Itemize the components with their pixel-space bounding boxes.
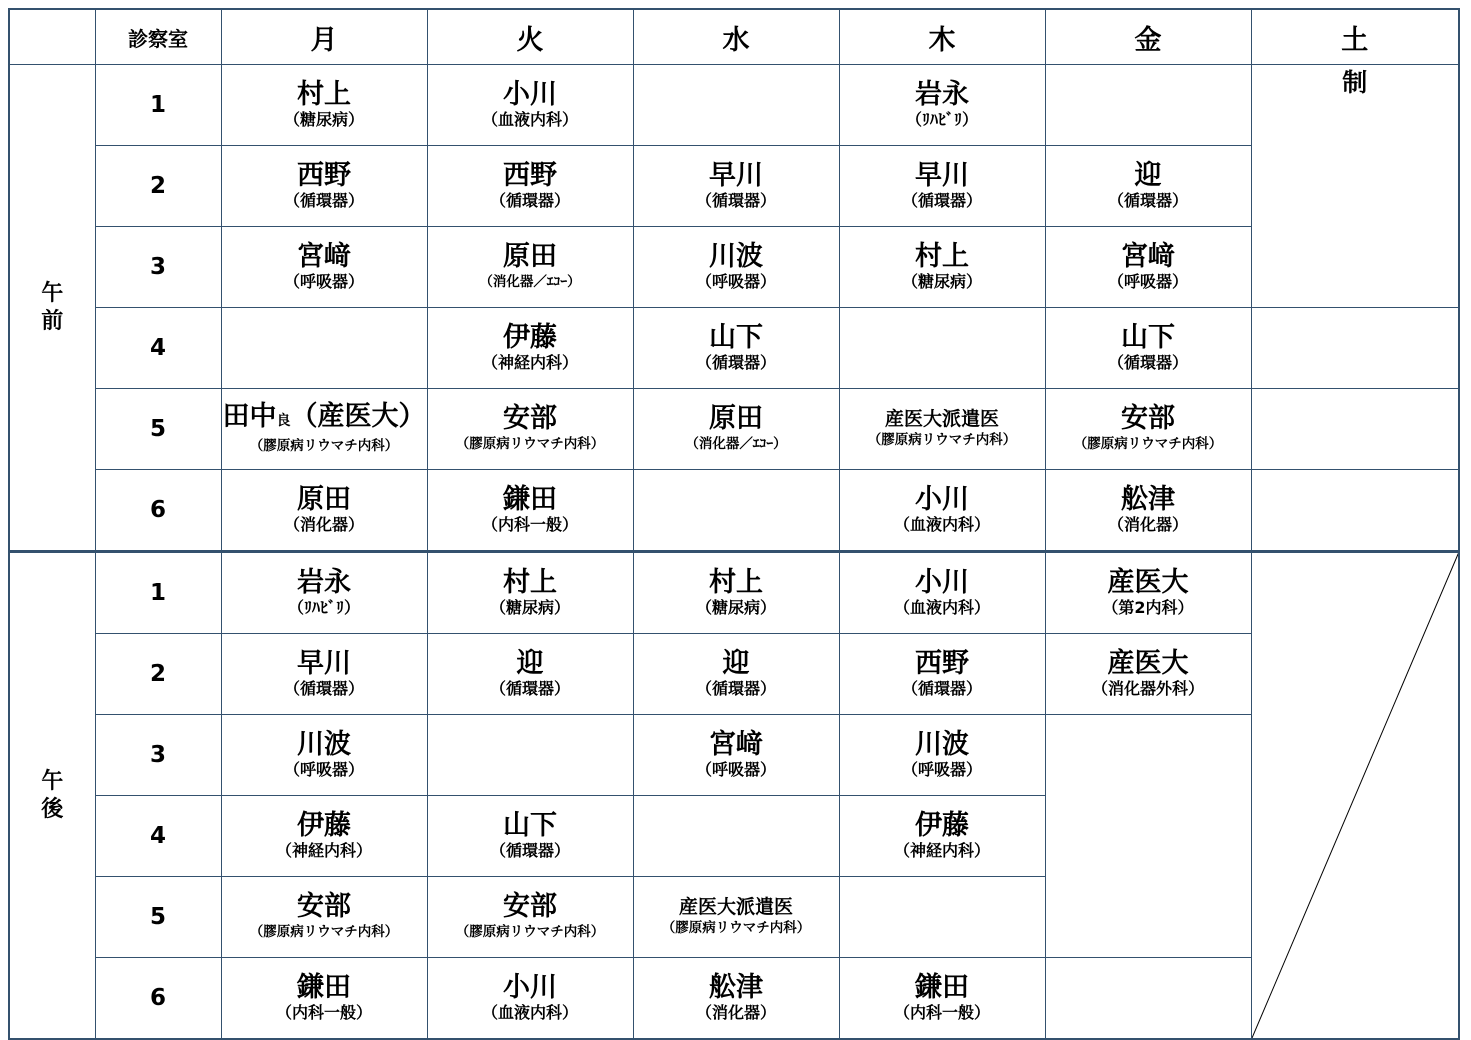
schedule-cell xyxy=(221,715,427,796)
doctor-name-text: 迎 xyxy=(1134,160,1162,191)
doctor-specialty: （糖尿病） xyxy=(283,110,364,129)
doctor-name xyxy=(840,161,1045,191)
schedule-cell xyxy=(221,958,427,1040)
schedule-cell xyxy=(633,308,839,389)
room-number: 2 xyxy=(95,634,221,715)
header-row xyxy=(9,9,1459,65)
schedule-cell xyxy=(633,227,839,308)
room-number: 6 xyxy=(95,470,221,552)
doctor-specialty: （消化器） xyxy=(695,1003,776,1022)
doctor-name-text: 川波 xyxy=(709,241,763,272)
doctor-name-text: 田中 xyxy=(222,401,277,432)
doctor-name-text: 安部 xyxy=(503,891,557,922)
schedule-cell xyxy=(427,877,633,958)
doctor-name-text: 安部 xyxy=(503,403,557,434)
day-header-sat: 土 xyxy=(1251,9,1459,65)
schedule-cell xyxy=(839,227,1045,308)
doctor-specialty: （糖尿病） xyxy=(489,598,570,617)
doctor-name-text: 早川 xyxy=(297,648,351,679)
schedule-cell xyxy=(221,65,427,146)
saturday-rotation-cell xyxy=(1251,65,1459,308)
doctor-name-text: 小川 xyxy=(503,79,557,110)
schedule-cell xyxy=(633,65,839,146)
period-char: 午 xyxy=(41,768,64,794)
period-char: 午 xyxy=(41,280,64,306)
room-number: 4 xyxy=(95,308,221,389)
doctor-specialty: （神経内科） xyxy=(893,841,990,860)
day-header-fri: 金 xyxy=(1045,9,1251,65)
doctor-name xyxy=(222,161,427,191)
table-row xyxy=(9,65,1459,146)
schedule-cell xyxy=(1045,470,1251,552)
schedule-cell xyxy=(633,715,839,796)
doctor-name-text: 西野 xyxy=(297,160,351,191)
schedule-cell xyxy=(427,146,633,227)
doctor-name xyxy=(222,568,427,598)
doctor-name xyxy=(634,730,839,760)
period-char: 後 xyxy=(41,796,64,822)
schedule-cell xyxy=(427,634,633,715)
doctor-name-text: 小川 xyxy=(915,567,969,598)
schedule-cell xyxy=(221,470,427,552)
schedule-cell xyxy=(839,552,1045,634)
schedule-cell xyxy=(221,877,427,958)
schedule-cell xyxy=(839,470,1045,552)
doctor-name xyxy=(222,811,427,841)
doctor-name xyxy=(428,811,633,841)
doctor-name-suffix: 良 xyxy=(276,413,291,429)
doctor-name xyxy=(840,649,1045,679)
doctor-specialty: （消化器） xyxy=(283,515,364,534)
schedule-cell xyxy=(221,146,427,227)
doctor-name-text: 鎌田 xyxy=(503,484,557,515)
doctor-name-text: 産医大 xyxy=(1107,648,1189,679)
doctor-specialty: （ﾘﾊﾋﾞﾘ） xyxy=(905,110,978,129)
doctor-specialty: （循環器） xyxy=(695,679,776,698)
schedule-cell xyxy=(1045,146,1251,227)
doctor-name xyxy=(428,404,633,434)
doctor-specialty: （循環器） xyxy=(489,191,570,210)
doctor-name xyxy=(634,404,839,434)
schedule-cell xyxy=(1045,65,1251,146)
doctor-name xyxy=(840,408,1045,430)
doctor-specialty: （膠原病リウマチ内科） xyxy=(1073,436,1223,452)
schedule-cell xyxy=(633,796,839,877)
room-number: 4 xyxy=(95,796,221,877)
doctor-name-text: 原田 xyxy=(503,241,557,272)
schedule-cell xyxy=(1045,634,1251,715)
doctor-name-text: 西野 xyxy=(503,160,557,191)
doctor-specialty: （膠原病リウマチ内科） xyxy=(249,924,399,940)
doctor-name-text: 山下 xyxy=(709,322,763,353)
doctor-name xyxy=(428,323,633,353)
doctor-name xyxy=(840,568,1045,598)
doctor-specialty: （糖尿病） xyxy=(695,598,776,617)
schedule-cell xyxy=(839,146,1045,227)
schedule-cell xyxy=(633,146,839,227)
doctor-name xyxy=(428,568,633,598)
doctor-name-text: 舩津 xyxy=(1121,484,1175,515)
schedule-cell xyxy=(1045,227,1251,308)
doctor-specialty: （循環器） xyxy=(1107,191,1188,210)
table-row xyxy=(9,227,1459,308)
doctor-name xyxy=(840,973,1045,1003)
room-header: 診察室 xyxy=(95,9,221,65)
doctor-name-text: 鎌田 xyxy=(297,972,351,1003)
doctor-name-text: 川波 xyxy=(297,729,351,760)
rotation-char: 制 xyxy=(1342,68,1368,97)
period-label-pm xyxy=(9,552,95,1040)
schedule-cell xyxy=(221,634,427,715)
doctor-name xyxy=(222,973,427,1003)
schedule-cell xyxy=(427,308,633,389)
corner-cell xyxy=(9,9,95,65)
doctor-specialty: （循環器） xyxy=(1107,353,1188,372)
doctor-specialty: （呼吸器） xyxy=(283,760,364,779)
saturday-empty-cell xyxy=(1251,308,1459,389)
doctor-name-text: 西野 xyxy=(915,648,969,679)
doctor-name xyxy=(634,568,839,598)
doctor-specialty: （糖尿病） xyxy=(901,272,982,291)
schedule-cell xyxy=(221,796,427,877)
doctor-specialty: （血液内科） xyxy=(893,515,990,534)
schedule-cell xyxy=(839,715,1045,796)
doctor-name-text: 伊藤 xyxy=(915,810,969,841)
doctor-name-text: 山下 xyxy=(503,810,557,841)
doctor-specialty: （内科一般） xyxy=(893,1003,990,1022)
doctor-specialty: （循環器） xyxy=(901,679,982,698)
doctor-name-text: 鎌田 xyxy=(915,972,969,1003)
schedule-cell xyxy=(427,389,633,470)
doctor-name xyxy=(634,896,839,918)
doctor-name xyxy=(840,485,1045,515)
doctor-specialty: （膠原病リウマチ内科） xyxy=(455,436,605,452)
room-number: 6 xyxy=(95,958,221,1040)
doctor-name xyxy=(840,730,1045,760)
schedule-cell xyxy=(427,796,633,877)
room-number: 2 xyxy=(95,146,221,227)
doctor-name xyxy=(1046,568,1251,598)
room-number: 5 xyxy=(95,877,221,958)
friday-empty-cell xyxy=(1045,958,1251,1040)
doctor-name xyxy=(840,80,1045,110)
schedule-cell xyxy=(633,389,839,470)
doctor-name-text: 村上 xyxy=(915,241,969,272)
doctor-specialty: （血液内科） xyxy=(481,110,578,129)
saturday-empty-cell xyxy=(1251,389,1459,470)
doctor-specialty: （循環器） xyxy=(489,679,570,698)
doctor-affiliation: （産医大） xyxy=(290,401,426,432)
doctor-specialty: （ﾘﾊﾋﾞﾘ） xyxy=(287,598,360,617)
doctor-name xyxy=(634,323,839,353)
doctor-name xyxy=(1046,161,1251,191)
day-header-tue: 火 xyxy=(427,9,633,65)
doctor-name-text: 産医大派遣医 xyxy=(678,896,793,918)
schedule-cell xyxy=(633,877,839,958)
doctor-name xyxy=(1046,242,1251,272)
doctor-name-text: 村上 xyxy=(297,79,351,110)
doctor-name-text: 伊藤 xyxy=(503,322,557,353)
doctor-name xyxy=(634,973,839,1003)
doctor-name xyxy=(634,242,839,272)
diagonal-slash-line xyxy=(1252,553,1459,1038)
doctor-name-text: 村上 xyxy=(709,567,763,598)
doctor-specialty: （内科一般） xyxy=(275,1003,372,1022)
doctor-specialty: （第2内科） xyxy=(1102,598,1194,617)
friday-empty-cell xyxy=(1045,715,1251,958)
room-number: 3 xyxy=(95,715,221,796)
schedule-cell xyxy=(427,715,633,796)
schedule-cell xyxy=(839,877,1045,958)
doctor-name-text: 伊藤 xyxy=(297,810,351,841)
schedule-cell xyxy=(427,552,633,634)
doctor-name xyxy=(840,811,1045,841)
doctor-name-text: 早川 xyxy=(915,160,969,191)
doctor-specialty: （血液内科） xyxy=(893,598,990,617)
schedule-cell xyxy=(633,634,839,715)
room-number: 1 xyxy=(95,65,221,146)
schedule-cell xyxy=(1045,308,1251,389)
schedule-cell xyxy=(839,65,1045,146)
schedule-cell xyxy=(633,552,839,634)
schedule-cell xyxy=(427,470,633,552)
doctor-name xyxy=(222,730,427,760)
doctor-name xyxy=(1046,649,1251,679)
schedule-cell xyxy=(221,389,427,470)
doctor-specialty: （膠原病リウマチ内科） xyxy=(455,924,605,940)
doctor-name xyxy=(428,80,633,110)
doctor-name-text: 原田 xyxy=(709,403,763,434)
doctor-name-text: 岩永 xyxy=(297,567,351,598)
room-number: 1 xyxy=(95,552,221,634)
doctor-name-text: 村上 xyxy=(503,567,557,598)
doctor-specialty: （循環器） xyxy=(695,191,776,210)
doctor-specialty: （呼吸器） xyxy=(901,760,982,779)
doctor-name-text: 早川 xyxy=(709,160,763,191)
doctor-name xyxy=(634,649,839,679)
doctor-name-text: 川波 xyxy=(915,729,969,760)
doctor-name xyxy=(428,161,633,191)
table-row xyxy=(9,715,1459,796)
doctor-name-text: 小川 xyxy=(915,484,969,515)
doctor-name xyxy=(634,161,839,191)
doctor-name xyxy=(222,80,427,110)
schedule-cell xyxy=(427,65,633,146)
doctor-name xyxy=(1046,404,1251,434)
doctor-name-text: 岩永 xyxy=(915,79,969,110)
doctor-specialty: （消化器） xyxy=(1107,515,1188,534)
doctor-name xyxy=(840,242,1045,272)
doctor-specialty: （神経内科） xyxy=(481,353,578,372)
schedule-cell xyxy=(839,389,1045,470)
table-row xyxy=(9,552,1459,634)
doctor-specialty: （膠原病リウマチ内科） xyxy=(661,920,811,936)
doctor-specialty: （呼吸器） xyxy=(1107,272,1188,291)
schedule-cell xyxy=(839,308,1045,389)
schedule-cell xyxy=(221,308,427,389)
saturday-closed-cell xyxy=(1251,552,1459,1040)
doctor-name-text: 産医大 xyxy=(1107,567,1189,598)
period-label-am xyxy=(9,65,95,552)
doctor-name xyxy=(428,892,633,922)
table-row xyxy=(9,470,1459,552)
doctor-name xyxy=(428,649,633,679)
doctor-specialty: （呼吸器） xyxy=(695,272,776,291)
doctor-name xyxy=(428,973,633,1003)
schedule-cell xyxy=(839,958,1045,1040)
doctor-specialty: （膠原病リウマチ内科） xyxy=(249,438,399,454)
schedule-cell xyxy=(839,796,1045,877)
doctor-name-text: 産医大派遣医 xyxy=(884,408,999,430)
morning-section xyxy=(9,65,1459,552)
doctor-name xyxy=(222,892,427,922)
schedule-cell xyxy=(427,958,633,1040)
doctor-name-text: 安部 xyxy=(1121,403,1175,434)
schedule-cell xyxy=(839,634,1045,715)
doctor-specialty: （循環器） xyxy=(283,679,364,698)
period-char: 前 xyxy=(41,308,64,334)
room-number: 5 xyxy=(95,389,221,470)
day-header-mon: 月 xyxy=(221,9,427,65)
doctor-specialty: （血液内科） xyxy=(481,1003,578,1022)
doctor-specialty: （膠原病リウマチ内科） xyxy=(867,432,1017,448)
schedule-cell xyxy=(427,227,633,308)
doctor-name-text: 宮﨑 xyxy=(709,729,763,760)
doctor-specialty: （循環器） xyxy=(283,191,364,210)
schedule-cell xyxy=(221,227,427,308)
doctor-specialty: （神経内科） xyxy=(275,841,372,860)
doctor-specialty: （呼吸器） xyxy=(695,760,776,779)
doctor-name-text: 安部 xyxy=(297,891,351,922)
room-number: 3 xyxy=(95,227,221,308)
doctor-name xyxy=(222,242,427,272)
table-row xyxy=(9,389,1459,470)
saturday-rotation-label xyxy=(1342,65,1367,100)
doctor-name xyxy=(428,485,633,515)
doctor-name xyxy=(222,402,427,436)
doctor-specialty: （呼吸器） xyxy=(283,272,364,291)
doctor-name xyxy=(1046,323,1251,353)
schedule-cell xyxy=(633,958,839,1040)
day-header-wed: 水 xyxy=(633,9,839,65)
schedule-cell xyxy=(221,552,427,634)
saturday-empty-cell xyxy=(1251,470,1459,552)
doctor-specialty: （循環器） xyxy=(901,191,982,210)
table-row xyxy=(9,146,1459,227)
day-header-thu: 木 xyxy=(839,9,1045,65)
doctor-name-text: 小川 xyxy=(503,972,557,1003)
schedule-cell xyxy=(1045,389,1251,470)
schedule-cell xyxy=(633,470,839,552)
doctor-name-text: 迎 xyxy=(722,648,750,679)
doctor-name-text: 山下 xyxy=(1121,322,1175,353)
doctor-name xyxy=(222,649,427,679)
afternoon-section xyxy=(9,552,1459,1040)
doctor-name-text: 迎 xyxy=(516,648,544,679)
table-row xyxy=(9,308,1459,389)
doctor-name xyxy=(222,485,427,515)
doctor-specialty: （消化器／ｴｺｰ） xyxy=(685,436,787,452)
doctor-specialty: （消化器／ｴｺｰ） xyxy=(479,274,581,290)
doctor-specialty: （消化器外科） xyxy=(1091,679,1204,698)
doctor-specialty: （循環器） xyxy=(489,841,570,860)
doctor-name-text: 原田 xyxy=(297,484,351,515)
doctor-specialty: （循環器） xyxy=(695,353,776,372)
doctor-name xyxy=(428,242,633,272)
doctor-name-text: 舩津 xyxy=(709,972,763,1003)
table-row xyxy=(9,958,1459,1040)
schedule-cell xyxy=(1045,552,1251,634)
table-row xyxy=(9,634,1459,715)
doctor-specialty: （内科一般） xyxy=(481,515,578,534)
doctor-name-text: 宮﨑 xyxy=(1121,241,1175,272)
schedule-table xyxy=(8,8,1460,1040)
doctor-name xyxy=(1046,485,1251,515)
doctor-name-text: 宮﨑 xyxy=(297,241,351,272)
